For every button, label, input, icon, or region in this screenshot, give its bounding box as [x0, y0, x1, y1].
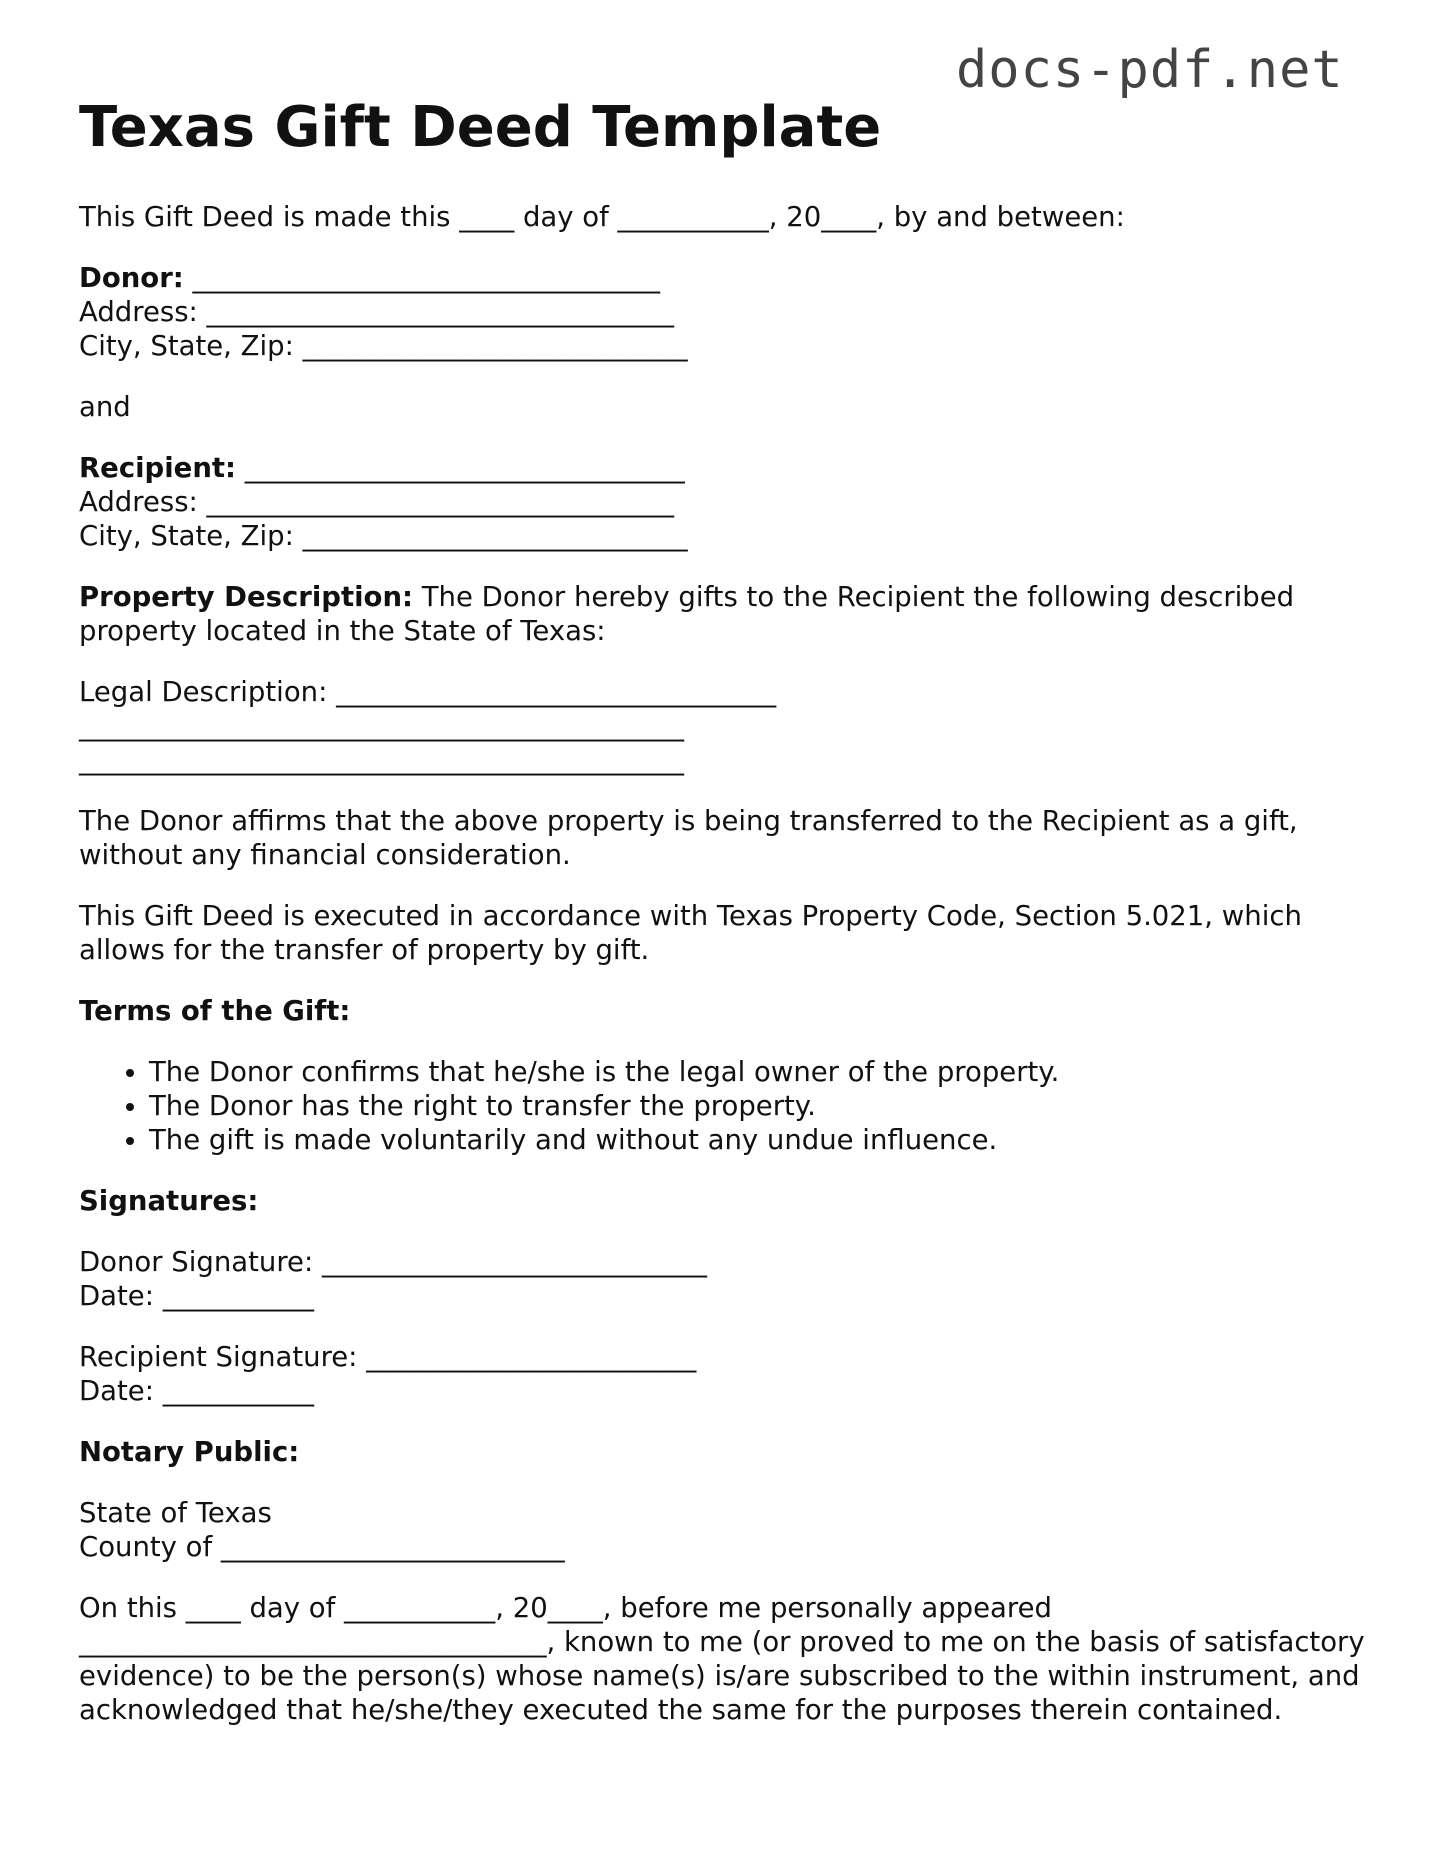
recipient-name-line: [79, 451, 1369, 485]
donor-label: Donor:: [79, 262, 184, 295]
donor-address-line: Address: __________________________________: [79, 296, 675, 329]
and-text: and: [79, 391, 131, 424]
donor-city-line: City, State, Zip: ____________________________: [79, 330, 688, 363]
property-description-paragraph: [79, 580, 1369, 648]
signatures-heading-text: Signatures:: [79, 1185, 259, 1218]
recipient-signature-block: [79, 1340, 1369, 1408]
terms-heading: [79, 994, 1369, 1028]
legal-description-blank-line: ____________________________________________: [79, 744, 684, 777]
recipient-date-line: Date: ___________: [79, 1375, 314, 1408]
donor-name-blank: __________________________________: [183, 262, 660, 295]
terms-heading-text: Terms of the Gift:: [79, 995, 351, 1028]
signatures-heading: [79, 1184, 1369, 1218]
recipient-name-blank: ________________________________: [236, 452, 685, 485]
execution-paragraph: This Gift Deed is executed in accordance with Texas Property Code, Section 5.021, which allows for the transfer of property by gift.: [79, 900, 1302, 967]
notary-county-line: County of _________________________: [79, 1531, 565, 1564]
notary-state-line: State of Texas: [79, 1497, 272, 1530]
recipient-address-line: Address: __________________________________: [79, 486, 675, 519]
legal-description-line: Legal Description: ________________________________: [79, 676, 777, 709]
donor-signature-block: [79, 1245, 1369, 1313]
notary-heading-text: Notary Public:: [79, 1436, 300, 1469]
donor-signature-line: Donor Signature: ____________________________: [79, 1246, 707, 1279]
terms-list: [79, 1055, 1369, 1157]
recipient-label: Recipient:: [79, 452, 237, 485]
affirmation-paragraph: The Donor affirms that the above property is being transferred to the Recipient as a gift, without any financial consideration.: [79, 805, 1298, 872]
recipient-block: [79, 451, 1369, 553]
terms-list-item: • The gift is made voluntarily and without any undue influence.: [149, 1123, 1369, 1157]
property-description-label: Property Description:: [79, 581, 414, 614]
page-title: Texas Gift Deed Template: [79, 95, 882, 160]
legal-description-blank-line: ____________________________________________: [79, 710, 684, 743]
notary-heading: [79, 1435, 1369, 1469]
legal-description-block: [79, 675, 1369, 777]
terms-list-item: • The Donor confirms that he/she is the legal owner of the property.: [149, 1055, 1369, 1089]
recipient-city-line: City, State, Zip: ____________________________: [79, 520, 688, 553]
intro-paragraph: This Gift Deed is made this ____ day of ___________, 20____, by and between:: [79, 201, 1125, 234]
recipient-signature-line: Recipient Signature: ________________________: [79, 1341, 697, 1374]
donor-name-line: [79, 261, 1369, 295]
property-description-text: The Donor hereby gifts to the Recipient the following described property located in the State of Texas:: [79, 581, 1295, 648]
notary-location-block: [79, 1496, 1369, 1564]
donor-block: [79, 261, 1369, 363]
watermark-text: docs-pdf.net: [956, 40, 1344, 100]
document-page: [79, 96, 1369, 1754]
notary-acknowledgment-paragraph: On this ____ day of ___________, 20____, before me personally appeared __________________________________, known to me (or proved to me on the basis of satisfactory evidence) to be the person(s) whose name(s) is/are subscribed to the within instrument, and acknowledged that he/she/they executed the same for the purposes therein contained.: [79, 1592, 1365, 1727]
donor-date-line: Date: ___________: [79, 1280, 314, 1313]
terms-list-item: • The Donor has the right to transfer the property.: [149, 1089, 1369, 1123]
